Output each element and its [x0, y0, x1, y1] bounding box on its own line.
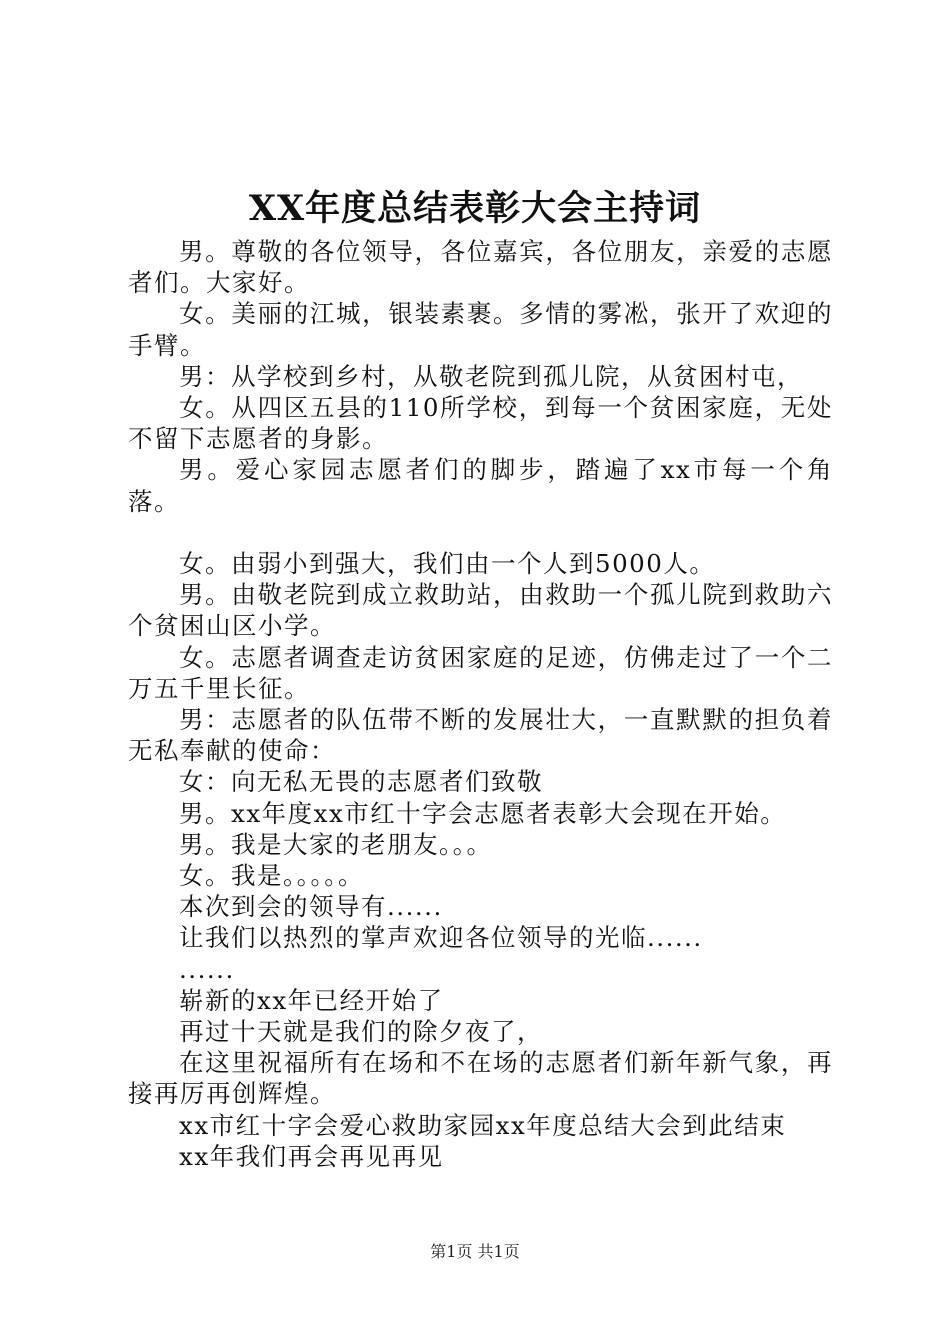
- paragraph-12: 男。xx年度xx市红十字会志愿者表彰大会现在开始。: [179, 798, 787, 828]
- paragraph-5: 男。爱心家园志愿者们的脚步，踏遍了xx市每一个角落。: [128, 455, 833, 516]
- paragraph-2: 女。美丽的江城，银装素裹。多情的雾凇，张开了欢迎的手臂。: [128, 299, 833, 360]
- paragraph-7: 女。由弱小到强大，我们由一个人到5000人。: [179, 549, 716, 579]
- paragraph-18: 崭新的xx年已经开始了: [179, 985, 444, 1015]
- document-body: [128, 236, 833, 1172]
- paragraph-10: 男：志愿者的队伍带不断的发展壮大，一直默默的担负着无私奉献的使命：: [128, 705, 833, 766]
- paragraph-19: 再过十天就是我们的除夕夜了，: [179, 1017, 543, 1047]
- paragraph-13: 男。我是大家的老朋友。。。: [179, 829, 493, 859]
- paragraph-8: 男。由敬老院到成立救助站，由救助一个孤儿院到救助六个贫困山区小学。: [128, 580, 833, 641]
- paragraph-20: 在这里祝福所有在场和不在场的志愿者们新年新气象，再接再厉再创辉煌。: [128, 1048, 833, 1109]
- paragraph-16: 让我们以热烈的掌声欢迎各位领导的光临......: [179, 923, 703, 953]
- paragraph-15: 本次到会的领导有......: [179, 892, 443, 922]
- paragraph-22: xx年我们再会再见再见: [179, 1141, 444, 1171]
- paragraph-11: 女：向无私无畏的志愿者们致敬: [179, 767, 543, 797]
- paragraph-21: xx市红十字会爱心救助家园xx年度总结大会到此结束: [179, 1110, 787, 1140]
- blank-line: [128, 517, 833, 548]
- paragraph-1: 男。尊敬的各位领导，各位嘉宾，各位朋友，亲爱的志愿者们。大家好。: [128, 237, 833, 298]
- paragraph-17: ......: [179, 954, 235, 984]
- paragraph-14: 女。我是。。。。。: [179, 861, 364, 891]
- paragraph-3: 男：从学校到乡村，从敬老院到孤儿院，从贫困村屯，: [179, 361, 803, 391]
- paragraph-9: 女。志愿者调查走访贫困家庭的足迹，仿佛走过了一个二万五千里长征。: [128, 642, 833, 703]
- page-footer: 第1页 共1页: [430, 1242, 520, 1261]
- document-title: XX年度总结表彰大会主持词: [248, 188, 702, 229]
- paragraph-4: 女。从四区五县的110所学校，到每一个贫困家庭，无处不留下志愿者的身影。: [128, 393, 833, 454]
